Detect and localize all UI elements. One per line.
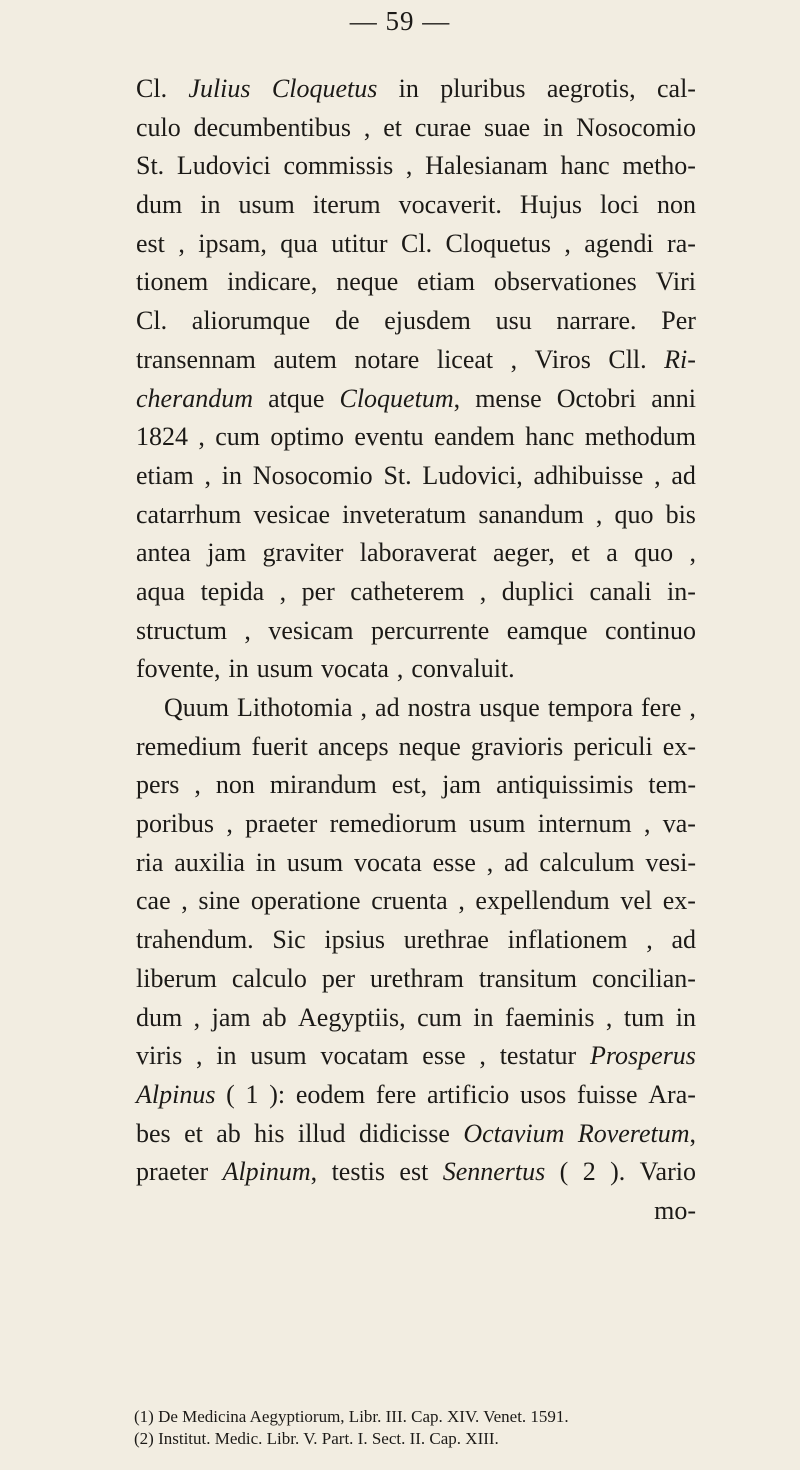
word: pers: [136, 770, 180, 800]
word: iterum: [312, 190, 381, 220]
text-line: [136, 1115, 696, 1154]
word: praeter: [245, 809, 318, 839]
text-line: [136, 921, 696, 960]
word: va-: [662, 809, 696, 839]
word: ,: [363, 112, 371, 142]
word: ):: [269, 1079, 286, 1109]
word: his: [254, 1118, 285, 1148]
word: inflationem: [507, 925, 628, 955]
word: eodem: [295, 1079, 366, 1109]
word: vocatam: [320, 1041, 409, 1071]
word: Per: [661, 306, 696, 336]
word: in: [398, 74, 419, 103]
word: calculo: [231, 963, 307, 993]
word: in: [200, 190, 221, 220]
text-line: [136, 186, 696, 225]
word: ,: [204, 460, 212, 490]
word: ,: [689, 538, 696, 568]
word: utitur: [331, 228, 388, 258]
word: et: [571, 538, 590, 568]
word: usque: [479, 693, 540, 722]
word: Cl.: [401, 228, 433, 258]
word: auxilia: [174, 847, 245, 877]
word: (: [559, 1157, 569, 1187]
word: mense: [475, 383, 542, 413]
main-text-block: [136, 70, 696, 1231]
word: vel: [620, 886, 653, 916]
text-line: [136, 109, 696, 148]
word: aegrotis,: [546, 74, 636, 103]
word: tempora: [547, 693, 633, 722]
text-line: [136, 728, 696, 767]
word: ,: [646, 925, 653, 955]
word: ipsius: [324, 925, 386, 955]
word: suae: [483, 112, 531, 142]
text-line: [136, 650, 696, 689]
word: in: [228, 654, 249, 684]
word: usum: [256, 654, 314, 684]
word: neque: [336, 267, 399, 297]
word: ,: [595, 499, 603, 529]
word: aliorumque: [191, 306, 311, 336]
word: ,: [360, 693, 368, 722]
word: ).: [610, 1157, 626, 1187]
word: jam: [207, 538, 247, 568]
word: ab: [262, 1002, 287, 1032]
word: trahendum.: [136, 925, 254, 955]
word: notare: [354, 344, 420, 374]
word: ejusdem: [384, 306, 471, 336]
word: tepida: [200, 576, 265, 606]
word: ,: [196, 1041, 203, 1071]
word: ,: [689, 693, 696, 722]
word: vesicae: [253, 499, 330, 529]
word: sine: [198, 886, 241, 916]
word: etiam: [417, 267, 475, 297]
word: 1: [245, 1079, 259, 1109]
word: in-: [667, 576, 696, 606]
word: didicisse: [358, 1118, 450, 1148]
word: et: [383, 112, 402, 142]
text-line: [136, 1153, 696, 1192]
word: transitum: [478, 963, 578, 993]
word: Viros: [534, 344, 591, 374]
word: fovente,: [136, 654, 221, 684]
word: urethram: [370, 963, 464, 993]
word: loci: [599, 190, 639, 220]
word: ,: [279, 576, 287, 606]
word: metho-: [622, 151, 696, 181]
word: expellendum: [475, 886, 610, 916]
word: tum: [623, 1002, 665, 1032]
word: cherandum: [136, 383, 253, 413]
word: ab: [216, 1118, 241, 1148]
word: usum: [286, 847, 344, 877]
text-line: [136, 534, 696, 573]
word: laboraverat: [359, 538, 477, 568]
word: Octavium: [463, 1118, 565, 1148]
word: qua: [280, 228, 318, 258]
word: antea: [136, 538, 191, 568]
word: decumbentibus: [193, 112, 352, 142]
word: ,: [405, 151, 413, 181]
word: cruenta: [371, 886, 448, 916]
word: aeger,: [493, 538, 555, 568]
word: vesi-: [645, 847, 696, 877]
word: etiam: [136, 460, 194, 490]
text-line: [136, 380, 696, 419]
word: inveteratum: [342, 499, 467, 529]
word: fere: [641, 693, 682, 722]
word: cal-: [656, 74, 696, 103]
word: duplici: [501, 576, 574, 606]
word: per: [301, 576, 335, 606]
text-line: [136, 302, 696, 341]
word: in: [255, 847, 277, 877]
text-line: [136, 573, 696, 612]
word: Ri-: [664, 344, 696, 374]
word: cum: [417, 1002, 462, 1032]
word: structum: [136, 615, 227, 645]
word: vocata: [321, 654, 389, 684]
catchword-text: mo-: [654, 1195, 696, 1225]
word: vocaverit.: [398, 190, 502, 220]
word: esse: [422, 1041, 466, 1071]
word: ria: [136, 847, 164, 877]
word: hanc: [560, 151, 610, 181]
word: Cl.: [136, 306, 168, 336]
text-line: [136, 805, 696, 844]
word: curae: [414, 112, 472, 142]
word: ,: [244, 615, 251, 645]
word: illud: [297, 1118, 346, 1148]
word: remediorum: [329, 809, 457, 839]
word: ,: [654, 460, 661, 490]
word: usos: [519, 1079, 567, 1109]
word: transennam: [136, 344, 256, 374]
word: cum: [215, 422, 260, 452]
word: operatione: [250, 886, 361, 916]
word: (: [226, 1079, 235, 1109]
word: observationes: [493, 267, 637, 297]
word: dum: [136, 1002, 183, 1032]
word: Octobri: [556, 383, 637, 413]
word: in: [675, 1002, 696, 1032]
page-number: — 59 —: [349, 6, 451, 36]
word: antiquissimis: [496, 770, 634, 800]
word: ad: [671, 460, 696, 490]
text-line: [136, 689, 696, 728]
text-line: [136, 225, 696, 264]
word: quo: [634, 538, 674, 568]
text-line: [136, 70, 696, 109]
word: sanandum: [478, 499, 584, 529]
word: ,: [605, 1002, 613, 1032]
word: narrare.: [556, 306, 637, 336]
word: et: [184, 1118, 203, 1148]
word: Nosocomio: [252, 460, 373, 490]
word: liceat: [436, 344, 494, 374]
word: aqua: [136, 576, 186, 606]
word: ex-: [662, 731, 696, 761]
word: Aegyptiis,: [298, 1002, 406, 1032]
word: usum: [469, 809, 526, 839]
text-line: [136, 766, 696, 805]
word: Sennertus: [442, 1157, 546, 1187]
word: Alpinum,: [222, 1157, 318, 1187]
word: esse: [432, 847, 476, 877]
text-line: [136, 418, 696, 457]
word: methodum: [584, 422, 696, 452]
word: ,: [564, 228, 571, 258]
word: ,: [396, 654, 404, 684]
word: Cloquetus: [445, 228, 551, 258]
footnote-1: (1) De Medicina Aegyptiorum, Libr. III. Cap. XIV. Venet. 1591.: [134, 1407, 569, 1426]
word: concilian-: [591, 963, 696, 993]
text-line: [136, 1076, 696, 1115]
text-line: [136, 457, 696, 496]
word: non: [215, 770, 255, 800]
word: periculi: [573, 731, 653, 761]
word: canali: [589, 576, 652, 606]
word: Viri: [655, 267, 696, 297]
word: gravioris: [470, 731, 564, 761]
word: continuo: [605, 615, 696, 645]
word: praeter: [136, 1157, 209, 1187]
word: commissis: [283, 151, 394, 181]
word: Hujus: [519, 190, 582, 220]
word: Cloquetus: [271, 74, 378, 103]
word: ra-: [667, 228, 696, 258]
word: Roveretum,: [577, 1118, 696, 1148]
text-line: [136, 263, 696, 302]
word: Nosocomio: [576, 112, 696, 142]
word: urethrae: [403, 925, 489, 955]
text-line: [136, 496, 696, 535]
word: ,: [486, 847, 494, 877]
word: optimo: [270, 422, 345, 452]
word: ,: [479, 576, 487, 606]
word: adhibuisse: [533, 460, 644, 490]
word: Prosperus: [590, 1041, 696, 1071]
word: cae: [136, 886, 171, 916]
word: Julius: [188, 74, 251, 103]
word: Alpinus: [136, 1079, 216, 1109]
word: jam: [211, 1002, 251, 1032]
word: liberum: [136, 963, 217, 993]
word: ad: [671, 925, 696, 955]
word: ,: [479, 1041, 486, 1071]
word: bes: [136, 1118, 171, 1148]
word: quo: [614, 499, 654, 529]
word: Lithotomia: [237, 693, 353, 722]
word: Ludovici: [176, 151, 271, 181]
word: Ludovici,: [422, 460, 523, 490]
word: Ara-: [648, 1079, 696, 1109]
word: est,: [391, 770, 428, 800]
word: jam: [442, 770, 482, 800]
word: ,: [194, 770, 201, 800]
word: St.: [136, 151, 165, 181]
text-line: [136, 612, 696, 651]
word: artificio: [426, 1079, 510, 1109]
footnotes: [134, 1406, 704, 1450]
word: Cll.: [608, 344, 647, 374]
word: autem: [273, 344, 337, 374]
word: ,: [510, 344, 518, 374]
word: ad: [504, 847, 529, 877]
word: in: [221, 460, 243, 490]
word: a: [606, 538, 618, 568]
word: Sic: [272, 925, 306, 955]
word: fere: [375, 1079, 417, 1109]
word: ,: [226, 809, 233, 839]
text-line: [136, 960, 696, 999]
word: fuerit: [251, 731, 308, 761]
word: convaluit.: [411, 654, 515, 684]
word: ,: [178, 228, 185, 258]
word: atque: [268, 383, 325, 413]
word: eandem: [434, 422, 515, 452]
word: bis: [665, 499, 696, 529]
word: vocata: [353, 847, 422, 877]
word: catheterem: [350, 576, 465, 606]
text-line: [136, 844, 696, 883]
word: usu: [495, 306, 532, 336]
word: mirandum: [269, 770, 377, 800]
text-line: [136, 147, 696, 186]
word: eamque: [506, 615, 588, 645]
word: vesicam: [268, 615, 354, 645]
word: Cloquetum,: [339, 383, 461, 413]
word: percurrente: [370, 615, 490, 645]
word: poribus: [136, 809, 214, 839]
word: est: [399, 1157, 429, 1187]
word: est: [136, 228, 165, 258]
word: St.: [383, 460, 412, 490]
word: ,: [458, 886, 465, 916]
word: culo: [136, 112, 181, 142]
word: Quum: [164, 693, 229, 722]
word: faeminis: [504, 1002, 595, 1032]
word: testatur: [499, 1041, 577, 1071]
text-line: [136, 341, 696, 380]
word: nostra: [407, 693, 472, 722]
text-line: [136, 882, 696, 921]
word: 1824: [136, 422, 188, 452]
word: agendi: [584, 228, 654, 258]
word: graviter: [262, 538, 344, 568]
word: ,: [181, 886, 188, 916]
word: in: [216, 1041, 237, 1071]
word: in: [543, 112, 564, 142]
word: internum: [537, 809, 632, 839]
word: ,: [198, 422, 205, 452]
word: testis: [331, 1157, 386, 1187]
word: 2: [582, 1157, 596, 1187]
word: per: [321, 963, 356, 993]
word: tionem: [136, 267, 209, 297]
word: tem-: [648, 770, 696, 800]
word: anceps: [317, 731, 389, 761]
word: neque: [398, 731, 461, 761]
word: ,: [193, 1002, 201, 1032]
word: dum: [136, 190, 183, 220]
word: anni: [651, 383, 696, 413]
word: usum: [238, 190, 295, 220]
word: hanc: [525, 422, 575, 452]
catchword: [136, 1192, 696, 1231]
word: non: [656, 190, 696, 220]
word: Vario: [639, 1157, 696, 1187]
word: calculum: [539, 847, 635, 877]
word: ex-: [662, 886, 696, 916]
word: ipsam,: [198, 228, 267, 258]
word: indicare,: [227, 267, 318, 297]
word: fuisse: [576, 1079, 638, 1109]
word: eventu: [354, 422, 424, 452]
word: ad: [375, 693, 400, 722]
word: pluribus: [440, 74, 526, 103]
text-line: [136, 999, 696, 1038]
word: Cl.: [136, 74, 168, 103]
word: usum: [250, 1041, 307, 1071]
word: catarrhum: [136, 499, 242, 529]
word: viris: [136, 1041, 183, 1071]
word: ,: [643, 809, 651, 839]
text-line: [136, 1037, 696, 1076]
word: in: [473, 1002, 494, 1032]
word: Halesianam: [425, 151, 548, 181]
word: de: [334, 306, 360, 336]
footnote-2: (2) Institut. Medic. Libr. V. Part. I. Sect. II. Cap. XIII.: [134, 1429, 499, 1448]
word: remedium: [136, 731, 242, 761]
